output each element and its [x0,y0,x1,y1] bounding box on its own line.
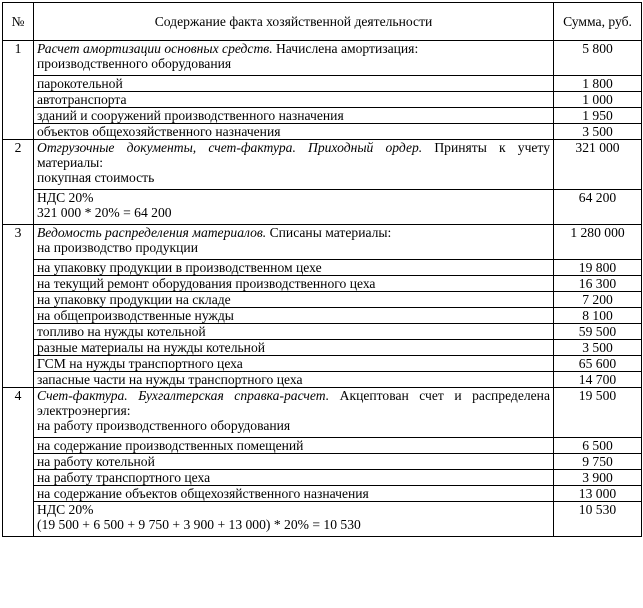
amount: 65 600 [554,356,642,372]
row-number: 1 [3,41,34,140]
header-row [3,3,642,41]
operation-description [34,502,554,537]
operation-item: на общепроизводственные нужды [34,308,554,324]
operation-item: ГСМ на нужды транспортного цеха [34,356,554,372]
amount: 16 300 [554,276,642,292]
table-row [3,260,642,276]
table-row [3,372,642,388]
table-row [3,124,642,140]
operation-item: топливо на нужды котельной [34,324,554,340]
operation-item: на работу котельной [34,454,554,470]
operation-item: на упаковку продукции на складе [34,292,554,308]
table-row [3,190,642,225]
amount: 1 000 [554,92,642,108]
table-row [3,108,642,124]
amount: 3 500 [554,124,642,140]
vat-formula: (19 500 + 6 500 + 9 750 + 3 900 + 13 000) * 20% = 10 530 [37,517,361,532]
amount: 10 530 [554,502,642,537]
amount: 8 100 [554,308,642,324]
table-row [3,292,642,308]
header-no: № [3,3,34,41]
amount: 6 500 [554,438,642,454]
amount: 9 750 [554,454,642,470]
operation-item: автотранспорта [34,92,554,108]
table-row [3,41,642,76]
operation-item: зданий и сооружений производственного назначения [34,108,554,124]
table-row [3,356,642,372]
amount: 1 800 [554,76,642,92]
operation-item: на содержание объектов общехозяйственного назначения [34,486,554,502]
operation-item: на производство продукции [37,240,198,255]
table-row [3,438,642,454]
table-row [3,140,642,190]
operation-description [34,388,554,438]
operation-item: объектов общехозяйственного назначения [34,124,554,140]
amount: 14 700 [554,372,642,388]
operation-text: Списаны материалы: [266,225,392,240]
operation-item: запасные части на нужды транспортного цеха [34,372,554,388]
operation-item: покупная стоимость [37,170,155,185]
amount: 3 900 [554,470,642,486]
operation-text: Приняты к учету материалы: [37,140,550,170]
amount: 64 200 [554,190,642,225]
operation-item: производственного оборудования [37,56,232,71]
header-sum: Сумма, руб. [554,3,642,41]
row-number: 2 [3,140,34,225]
table-row [3,308,642,324]
amount: 59 500 [554,324,642,340]
table-row [3,486,642,502]
table-row [3,340,642,356]
operation-item: на работу производственного оборудования [37,418,291,433]
document-name: Расчет амортизации основных средств. [37,41,273,56]
document-name: Отгрузочные документы, счет-фактура. Приходный ордер. [37,140,423,155]
row-number: 3 [3,225,34,388]
operation-item: на работу транспортного цеха [34,470,554,486]
amount: 321 000 [554,140,642,190]
table-row [3,76,642,92]
table-row [3,92,642,108]
table-row [3,470,642,486]
operation-description [34,225,554,260]
amount: 3 500 [554,340,642,356]
operation-item: парокотельной [34,76,554,92]
amount: 7 200 [554,292,642,308]
header-content: Содержание факта хозяйственной деятельности [34,3,554,41]
amount: 1 280 000 [554,225,642,260]
operation-item: на содержание производственных помещений [34,438,554,454]
document-name: Ведомость распределения материалов. [37,225,267,240]
operation-text: Начислена амортизация: [272,41,419,56]
amount: 5 800 [554,41,642,76]
amount: 13 000 [554,486,642,502]
operation-description [34,41,554,76]
operations-table [2,2,642,537]
table-row [3,502,642,537]
row-number: 4 [3,388,34,537]
table-row [3,225,642,260]
amount: 1 950 [554,108,642,124]
amount: 19 800 [554,260,642,276]
document-name: Счет-фактура. Бухгалтерская справка-расчет. [37,388,330,403]
vat-formula: 321 000 * 20% = 64 200 [37,205,172,220]
table-row [3,324,642,340]
operation-text: Акцептован счет и распределена электроэнергия: [37,388,550,418]
table-row [3,276,642,292]
vat-label: НДС 20% [37,190,94,205]
table-row [3,454,642,470]
vat-label: НДС 20% [37,502,94,517]
amount: 19 500 [554,388,642,438]
table-row [3,388,642,438]
operation-item: на упаковку продукции в производственном цехе [34,260,554,276]
operation-description [34,140,554,190]
operation-item: разные материалы на нужды котельной [34,340,554,356]
operation-description [34,190,554,225]
operation-item: на текущий ремонт оборудования производственного цеха [34,276,554,292]
